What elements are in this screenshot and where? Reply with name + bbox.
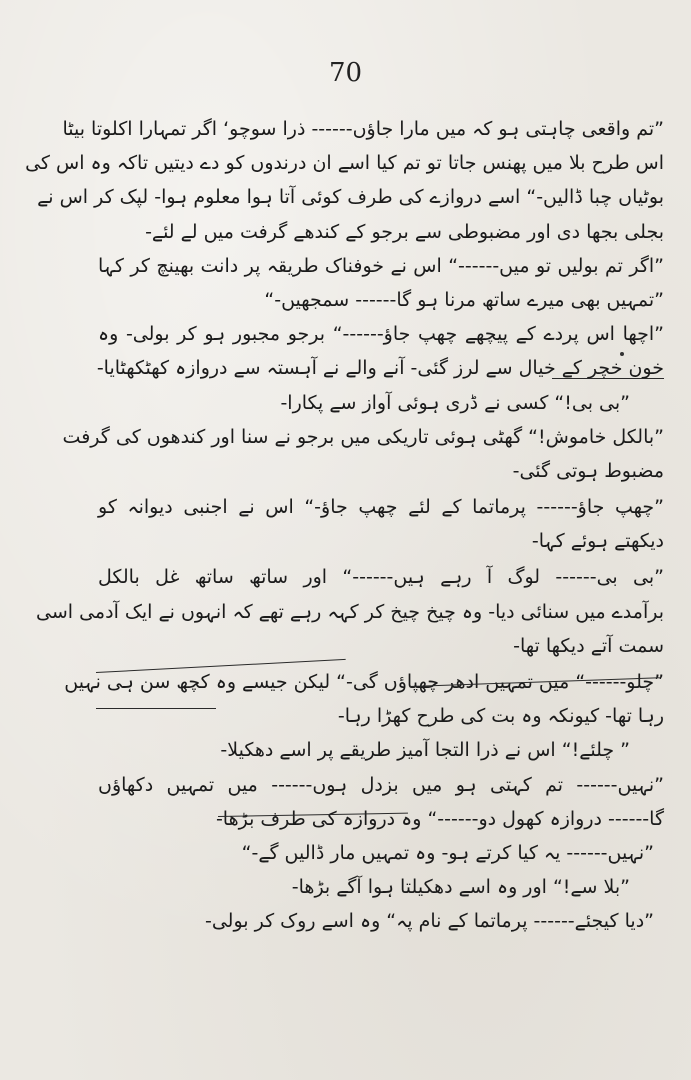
text-line: ”بی بی!“ کسی نے ڈری ہوئی آواز سے پکارا- [280,391,630,414]
text-line: ”اچھا اس پردے کے پیچھے چھپ جاؤ------“ برجو مجبور ہو کر بولی- وہ [98,323,664,346]
text-line: ”تمہیں بھی میرے ساتھ مرنا ہو گا------ سمجھیں-“ [264,288,664,311]
text-line: رہا تھا- کیونکہ وہ بت کی طرح کھڑا رہا- [337,705,664,728]
text-line: اس طرح بلا میں پھنس جاتا تو تم کیا اسے ان درندوں کو دے دیتیں تاکہ وہ اس کی [25,152,664,175]
text-line: بجلی بجھا دی اور مضبوطی سے برجو کے کندھے گرفت میں لے لئے- [145,220,664,243]
text-line: ”دیا کیجئے------ پرماتما کے نام پہ“ وہ اسے روک کر بولی- [204,910,654,933]
ink-mark [620,352,624,356]
text-line: ”نہیں------ یہ کیا کرتے ہو- وہ تمہیں مار ڈالیں گے-“ [241,841,654,864]
text-line: گا------ دروازہ کھول دو------“ وہ دروازہ کی طرف بڑھا- [215,807,664,830]
text-line: مضبوط ہوتی گئی- [512,459,664,482]
text-line: ”نہیں------ تم کہتی ہو میں بزدل ہوں------ میں تمہیں دکھاؤں [98,773,664,796]
text-line: خون خچر کے خیال سے لرز گئی- آنے والے نے آہستہ سے دروازہ کھٹکھٹایا- [96,357,664,380]
text-line: ”چھپ جاؤ------ پرماتما کے لئے چھپ جاؤ-“ اس نے اجنبی دیوانہ کو [98,496,664,519]
text-line: ”بلا سے!“ اور وہ اسے دھکیلتا ہوا آگے بڑھا- [291,876,630,899]
page-number: 70 [328,58,363,88]
text-line: برآمدے میں سنائی دیا- وہ چیخ چیخ کر کہہ رہے تھے کہ انہوں نے ایک آدمی اسی [36,600,664,623]
text-line: ”اگر تم بولیں تو میں------“ اس نے خوفناک طریقہ پر دانت بھینچ کر کہا [98,254,664,277]
text-line: ”تم واقعی چاہتی ہو کہ میں مارا جاؤں------ ذرا سوچو‘ اگر تمہارا اکلوتا بیٹا [62,118,664,140]
body-text [25,112,664,939]
pen-underline-mark [96,708,216,709]
text-line: ”بالکل خاموش!“ گھٹی ہوئی تاریکی میں برجو نے سنا اور کندھوں کی گرفت [62,425,664,448]
text-line: بوٹیاں چبا ڈالیں-“ اسے دروازے کی طرف کوئی آتا ہوا معلوم ہوا- لپک کر اس نے [37,186,664,209]
text-line: ”بی بی------ لوگ آ رہے ہیں------“ اور ساتھ ساتھ غل بالکل [98,566,664,589]
text-line: ” چلئے!“ اس نے ذرا التجا آمیز طریقے پر اسے دھکیلا- [220,739,630,762]
text-line: دیکھتے ہوئے کہا- [531,530,664,553]
pen-underline-mark [552,378,664,379]
text-line: ”چلو------“ میں تمہیں ادھر چھپاؤں گی-“ لیکن جیسے وہ کچھ سن ہی نہیں [64,671,664,693]
text-line: سمت آتے دیکھا تھا- [513,634,664,657]
